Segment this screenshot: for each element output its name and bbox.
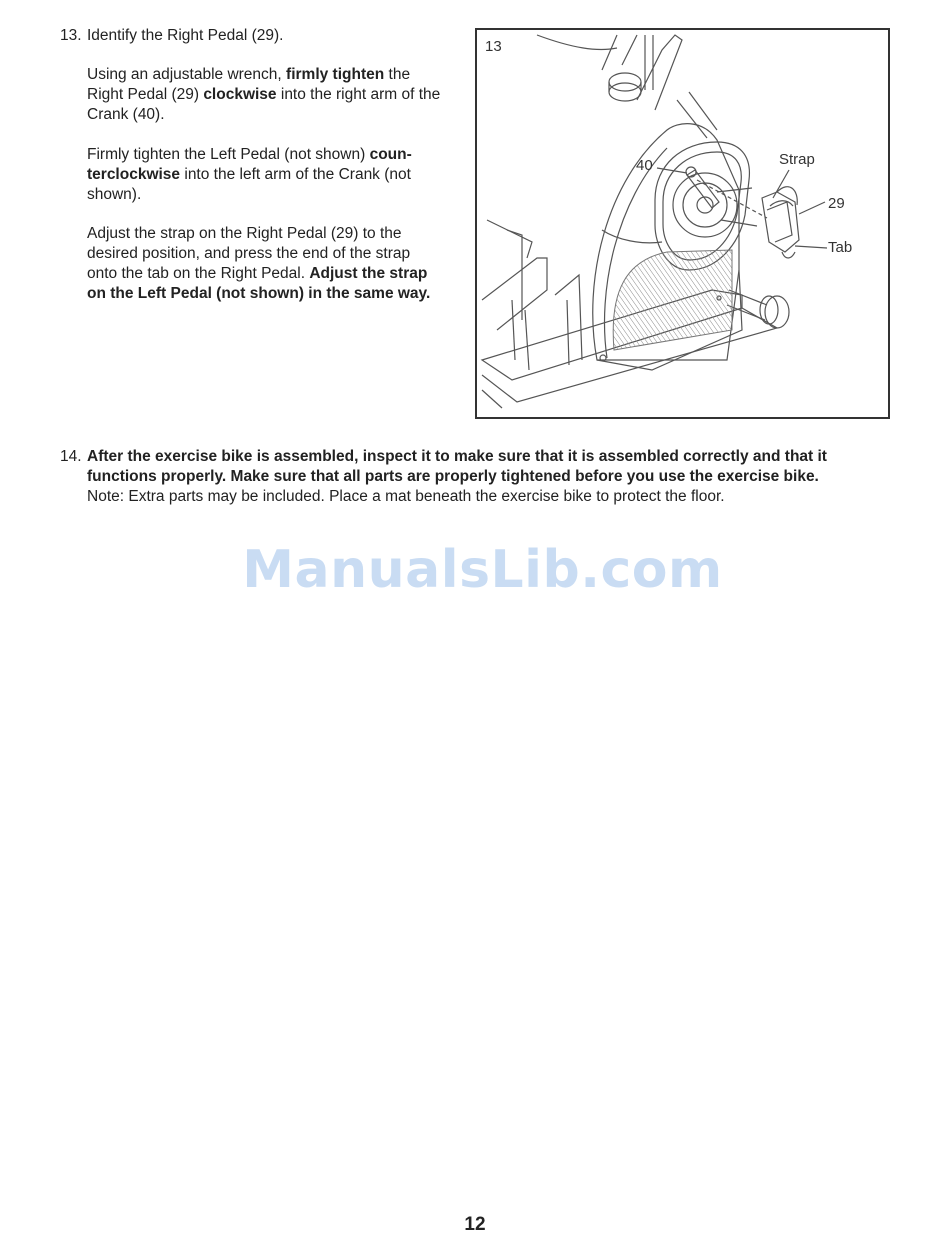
step-14-note: Note: Extra parts may be included. Place a mat beneath the exercise bike to protect the floor. (87, 488, 725, 505)
emphasis-clockwise: clockwise (203, 86, 277, 103)
tab-callout-label: Tab (828, 239, 853, 256)
manualslib-watermark: ManualsLib.com (242, 540, 723, 600)
bike-line-art (482, 35, 827, 408)
strap-callout-label: Strap (779, 151, 815, 168)
figure-number: 13 (485, 38, 502, 55)
exercise-bike-pedal-illustration (477, 30, 890, 419)
step-13-paragraph-2 (87, 145, 442, 205)
emphasis-firmly-tighten: firmly tighten (286, 66, 385, 83)
step-14-number: 14. (60, 448, 82, 465)
step-13-number: 13. (60, 27, 82, 44)
page-number: 12 (464, 1214, 486, 1235)
emphasis-left-pedal-strap: Adjust the strap on the Left Pedal (not shown) in the same way. (87, 265, 431, 302)
text-run: into the right arm of the Crank (40). (87, 86, 441, 123)
text-run: into the left arm of the Crank (not shown). (87, 166, 411, 203)
text-run: Adjust the strap on the Right Pedal (29) to the desired position, and press the end of the strap onto the tab on the Right Pedal. (87, 225, 411, 282)
text-run: Firmly tighten the Left Pedal (not shown) (87, 146, 370, 163)
step-13-paragraph-3 (87, 224, 442, 304)
step-14-paragraph (87, 447, 887, 507)
text-run: Using an adjustable wrench, (87, 66, 287, 83)
emphasis-counterclockwise-part1: coun- (369, 146, 412, 163)
assembly-figure-13 (475, 28, 890, 419)
step-13-paragraph-1 (87, 65, 442, 125)
text-run: the Right Pedal (29) (87, 66, 411, 103)
step-13-intro: Identify the Right Pedal (29). (87, 27, 284, 44)
crank-callout-label: 40 (636, 157, 653, 174)
emphasis-counterclockwise-part2: terclockwise (87, 166, 181, 183)
pedal-callout-label: 29 (828, 195, 845, 212)
step-14-warning: After the exercise bike is assembled, inspect it to make sure that it is assembled correctly and that it functions properly. Make sure that all parts are properly tightened before you use the exercise bike. (87, 448, 827, 485)
